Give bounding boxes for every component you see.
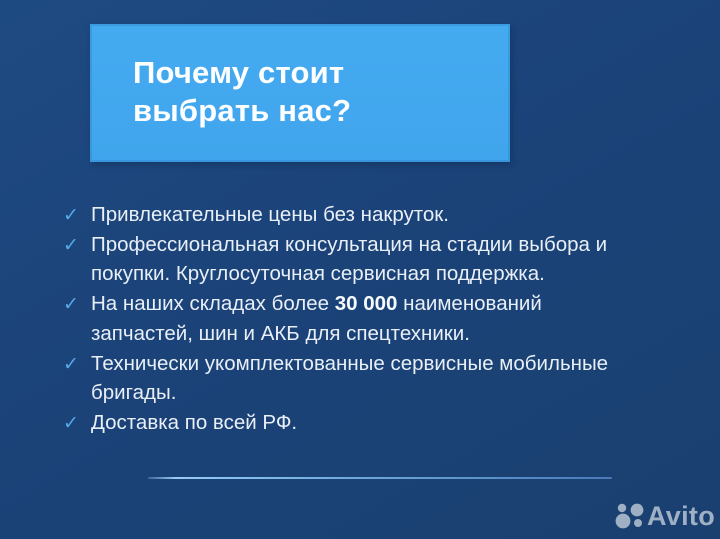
page-title	[133, 54, 351, 130]
list-item-text: Доставка по всей РФ.	[91, 410, 298, 434]
list-item-text: покупки. Круглосуточная сервисная поддержка.	[91, 262, 545, 286]
avito-watermark	[613, 500, 715, 532]
list-item-text: запчастей, шин и АКБ для спецтехники.	[91, 321, 470, 345]
check-icon: ✓	[63, 412, 79, 434]
list-item-text: Привлекательные цены без накруток.	[91, 203, 449, 226]
list-item-text: Технически укомплектованные сервисные мобильные	[91, 351, 609, 375]
check-icon: ✓	[63, 353, 79, 375]
header-card	[90, 24, 510, 162]
check-icon: ✓	[63, 234, 79, 256]
page-title-line1: Почему стоит	[133, 55, 345, 90]
benefits-list	[63, 200, 648, 438]
list-item	[63, 200, 648, 230]
divider-line	[148, 477, 612, 479]
list-item-text: На наших складах более 30 000 наименований	[91, 292, 542, 316]
list-item-text: Профессиональная консультация на стадии выбора и	[91, 232, 608, 256]
list-item	[63, 289, 648, 348]
list-item	[63, 408, 648, 438]
list-item	[63, 230, 648, 289]
check-icon: ✓	[63, 294, 79, 316]
list-item-text: бригады.	[91, 381, 177, 405]
avito-logo-icon	[613, 500, 645, 532]
avito-wordmark: Avito	[647, 501, 715, 531]
list-item	[63, 349, 648, 408]
page-title-line2: выбрать нас?	[133, 93, 352, 128]
check-icon: ✓	[63, 205, 79, 226]
